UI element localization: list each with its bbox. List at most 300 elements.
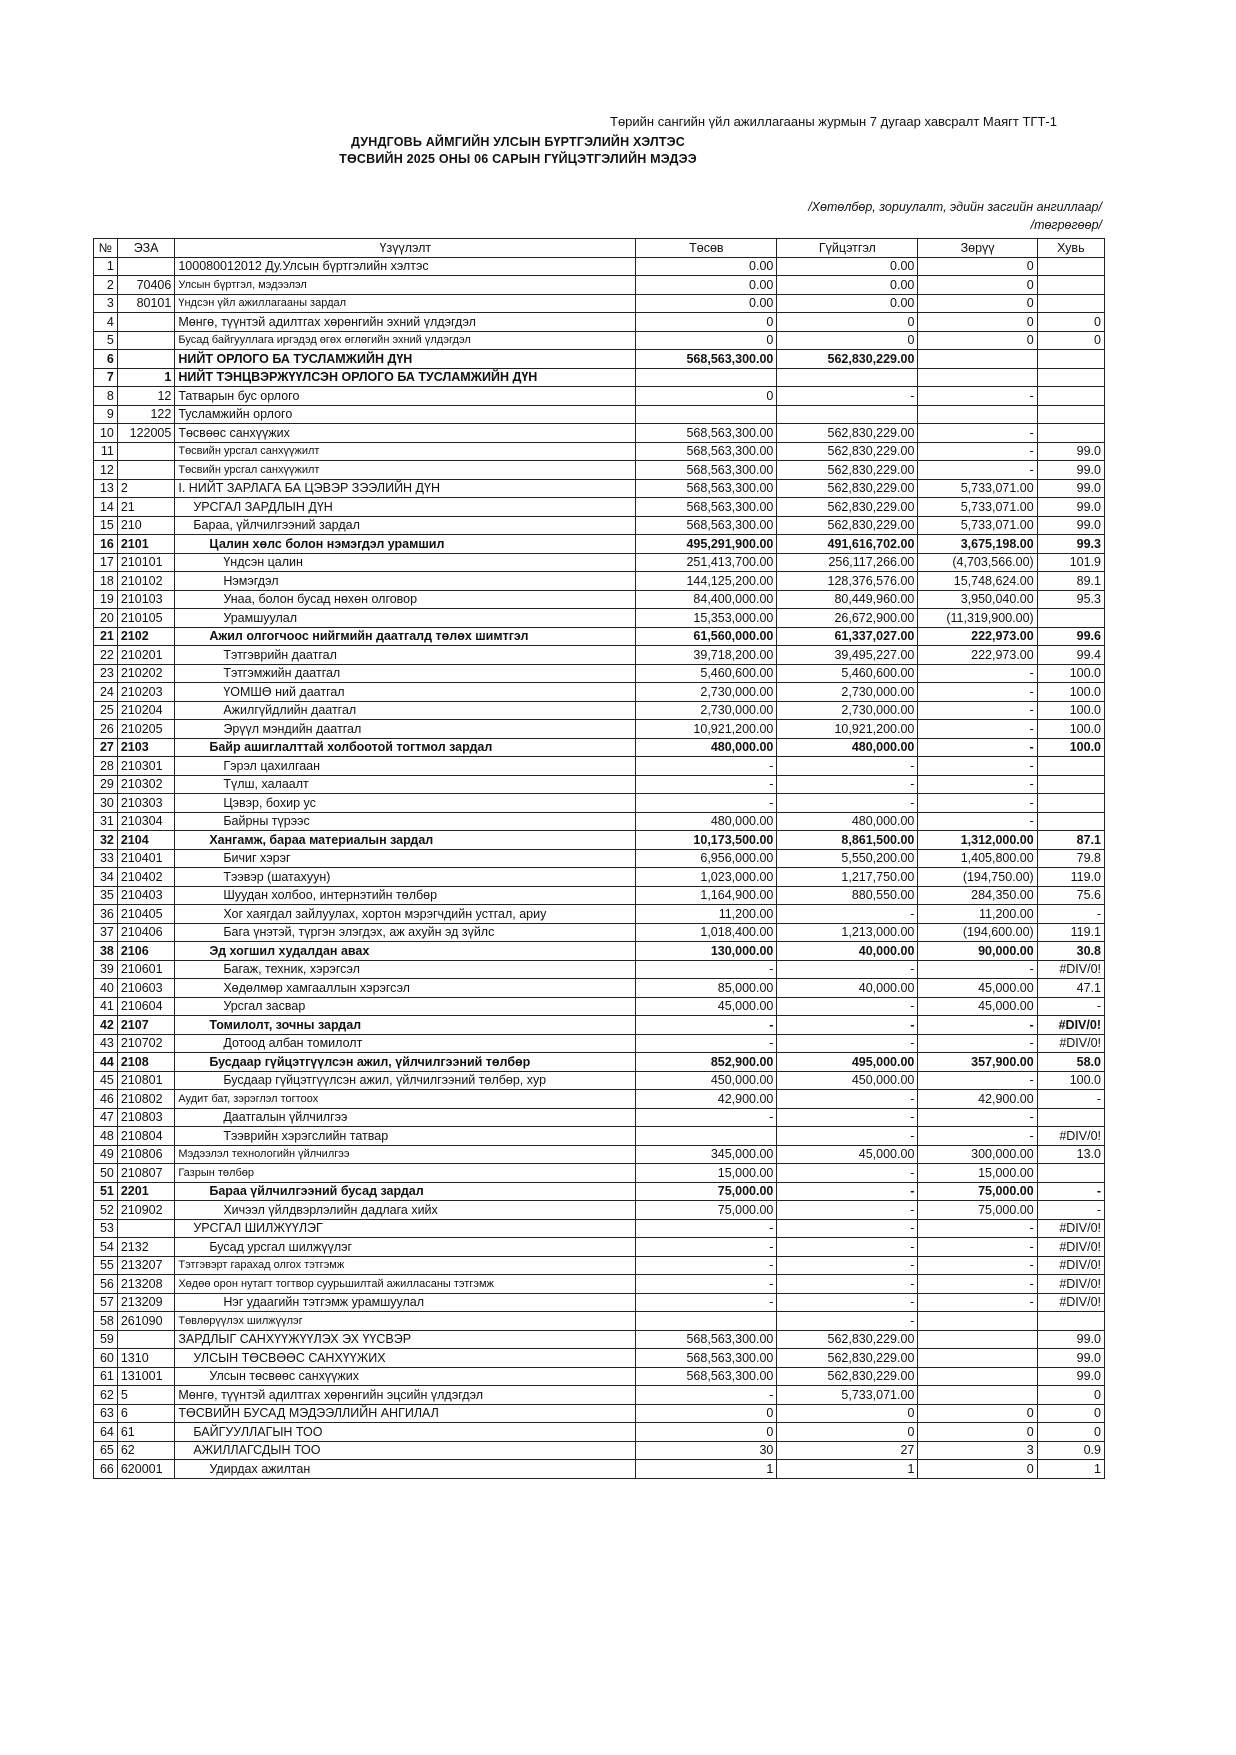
- row-code: 1310: [117, 1349, 174, 1368]
- row-code: 210204: [117, 701, 174, 720]
- row-label: Улсын төсвөөс санхүүжих: [175, 1367, 636, 1386]
- row-actual: 40,000.00: [777, 979, 918, 998]
- row-percent: [1037, 775, 1104, 794]
- table-row: [94, 1460, 1105, 1479]
- row-actual: 39,495,227.00: [777, 646, 918, 665]
- row-label: Урамшуулал: [175, 609, 636, 628]
- row-budget: 0: [636, 1423, 777, 1442]
- row-number: 16: [94, 535, 118, 554]
- row-code: 61: [117, 1423, 174, 1442]
- row-label: Үндсэн үйл ажиллагааны зардал: [175, 294, 636, 313]
- row-budget: -: [636, 960, 777, 979]
- row-label: Бусад байгууллага иргэдэд өгөх өглөгийн эхний үлдэгдэл: [175, 331, 636, 350]
- row-number: 61: [94, 1367, 118, 1386]
- table-row: [94, 442, 1105, 461]
- table-row: [94, 1423, 1105, 1442]
- row-difference: (4,703,566.00): [918, 553, 1037, 572]
- row-number: 34: [94, 868, 118, 887]
- row-budget: -: [636, 1016, 777, 1035]
- row-actual: [777, 405, 918, 424]
- table-row: [94, 794, 1105, 813]
- row-difference: -: [918, 1016, 1037, 1035]
- row-code: 1: [117, 368, 174, 387]
- row-number: 4: [94, 313, 118, 332]
- row-code: 210807: [117, 1164, 174, 1183]
- row-code: 213207: [117, 1256, 174, 1275]
- row-actual: 40,000.00: [777, 942, 918, 961]
- row-percent: [1037, 794, 1104, 813]
- row-actual: -: [777, 1256, 918, 1275]
- row-percent: 99.0: [1037, 1330, 1104, 1349]
- row-number: 5: [94, 331, 118, 350]
- row-label: Хог хаягдал зайлуулах, хортон мэрэгчдийн устгал, ариу: [175, 905, 636, 924]
- table-row: [94, 905, 1105, 924]
- row-actual: 880,550.00: [777, 886, 918, 905]
- table-row: [94, 1312, 1105, 1331]
- table-row: [94, 1367, 1105, 1386]
- row-budget: 0.00: [636, 294, 777, 313]
- row-actual: -: [777, 794, 918, 813]
- row-code: 210806: [117, 1145, 174, 1164]
- row-actual: -: [777, 1219, 918, 1238]
- row-code: 210: [117, 516, 174, 535]
- row-percent: [1037, 812, 1104, 831]
- row-difference: -: [918, 442, 1037, 461]
- row-code: 6: [117, 1404, 174, 1423]
- row-actual: -: [777, 1312, 918, 1331]
- row-actual: 480,000.00: [777, 812, 918, 831]
- row-label: Тэтгэмжийн даатгал: [175, 664, 636, 683]
- row-label: Аудит бат, зэрэглэл тогтоох: [175, 1090, 636, 1109]
- row-actual: 0: [777, 331, 918, 350]
- table-row: [94, 294, 1105, 313]
- row-budget: 30: [636, 1441, 777, 1460]
- row-number: 6: [94, 350, 118, 369]
- row-percent: [1037, 609, 1104, 628]
- budget-performance-table: [93, 238, 1105, 1479]
- row-difference: -: [918, 1293, 1037, 1312]
- row-label: Томилолт, зочны зардал: [175, 1016, 636, 1035]
- row-budget: 568,563,300.00: [636, 1330, 777, 1349]
- row-number: 65: [94, 1441, 118, 1460]
- row-label: Нэмэгдэл: [175, 572, 636, 591]
- row-percent: #DIV/0!: [1037, 1256, 1104, 1275]
- row-actual: 562,830,229.00: [777, 461, 918, 480]
- table-body: [94, 257, 1105, 1478]
- row-code: [117, 1219, 174, 1238]
- row-budget: 61,560,000.00: [636, 627, 777, 646]
- row-budget: -: [636, 1219, 777, 1238]
- row-difference: 45,000.00: [918, 997, 1037, 1016]
- row-code: 210604: [117, 997, 174, 1016]
- row-percent: 119.0: [1037, 868, 1104, 887]
- row-label: Бусдаар гүйцэтгүүлсэн ажил, үйлчилгээний төлбөр: [175, 1053, 636, 1072]
- table-row: [94, 1016, 1105, 1035]
- row-label: Цэвэр, бохир ус: [175, 794, 636, 813]
- row-code: 2132: [117, 1238, 174, 1257]
- row-actual: 80,449,960.00: [777, 590, 918, 609]
- row-code: 210804: [117, 1127, 174, 1146]
- row-budget: 10,921,200.00: [636, 720, 777, 739]
- row-label: Нэг удаагийн тэтгэмж урамшуулал: [175, 1293, 636, 1312]
- row-actual: -: [777, 387, 918, 406]
- row-difference: 15,000.00: [918, 1164, 1037, 1183]
- row-number: 28: [94, 757, 118, 776]
- row-actual: 27: [777, 1441, 918, 1460]
- row-budget: 85,000.00: [636, 979, 777, 998]
- row-difference: -: [918, 812, 1037, 831]
- col-header-budget: Төсөв: [636, 239, 777, 258]
- row-budget: 0.00: [636, 276, 777, 295]
- col-header-indicator: Үзүүлэлт: [175, 239, 636, 258]
- row-number: 59: [94, 1330, 118, 1349]
- row-budget: 568,563,300.00: [636, 461, 777, 480]
- row-budget: 450,000.00: [636, 1071, 777, 1090]
- row-actual: 10,921,200.00: [777, 720, 918, 739]
- row-percent: 99.0: [1037, 461, 1104, 480]
- row-code: [117, 1330, 174, 1349]
- row-code: 122005: [117, 424, 174, 443]
- row-code: [117, 442, 174, 461]
- row-number: 17: [94, 553, 118, 572]
- row-budget: 568,563,300.00: [636, 424, 777, 443]
- row-difference: 0: [918, 294, 1037, 313]
- row-budget: 144,125,200.00: [636, 572, 777, 591]
- row-label: Даатгалын үйлчилгээ: [175, 1108, 636, 1127]
- row-percent: #DIV/0!: [1037, 1275, 1104, 1294]
- row-difference: -: [918, 683, 1037, 702]
- row-code: 213208: [117, 1275, 174, 1294]
- table-row: [94, 553, 1105, 572]
- row-actual: 1: [777, 1460, 918, 1479]
- row-budget: [636, 1127, 777, 1146]
- row-budget: 0: [636, 331, 777, 350]
- row-code: 2108: [117, 1053, 174, 1072]
- table-row: [94, 831, 1105, 850]
- row-budget: 1,164,900.00: [636, 886, 777, 905]
- form-reference: Төрийн сангийн үйл ажиллагааны журмын 7 дугаар хавсралт Маягт ТГТ-1: [610, 114, 1057, 129]
- row-actual: 26,672,900.00: [777, 609, 918, 628]
- table-row: [94, 461, 1105, 480]
- row-difference: 0: [918, 313, 1037, 332]
- row-difference: -: [918, 424, 1037, 443]
- row-code: 2101: [117, 535, 174, 554]
- row-budget: 75,000.00: [636, 1182, 777, 1201]
- row-difference: (11,319,900.00): [918, 609, 1037, 628]
- row-percent: 99.0: [1037, 1367, 1104, 1386]
- row-number: 58: [94, 1312, 118, 1331]
- row-code: 210403: [117, 886, 174, 905]
- row-percent: 119.1: [1037, 923, 1104, 942]
- row-code: 210105: [117, 609, 174, 628]
- row-actual: -: [777, 1108, 918, 1127]
- row-difference: 5,733,071.00: [918, 498, 1037, 517]
- table-row: [94, 572, 1105, 591]
- row-percent: 100.0: [1037, 738, 1104, 757]
- table-row: [94, 350, 1105, 369]
- row-percent: 100.0: [1037, 720, 1104, 739]
- row-budget: 480,000.00: [636, 812, 777, 831]
- row-percent: -: [1037, 905, 1104, 924]
- row-code: 210601: [117, 960, 174, 979]
- row-actual: -: [777, 1090, 918, 1109]
- row-budget: 0.00: [636, 257, 777, 276]
- table-row: [94, 1034, 1105, 1053]
- row-percent: #DIV/0!: [1037, 1127, 1104, 1146]
- classification-note: /Хөтөлбөр, зориулалт, эдийн засгийн ангиллаар/: [808, 200, 1102, 214]
- row-code: 210801: [117, 1071, 174, 1090]
- row-budget: 2,730,000.00: [636, 701, 777, 720]
- row-budget: 495,291,900.00: [636, 535, 777, 554]
- row-percent: 87.1: [1037, 831, 1104, 850]
- row-difference: (194,600.00): [918, 923, 1037, 942]
- table-row: [94, 1349, 1105, 1368]
- row-code: 210202: [117, 664, 174, 683]
- row-actual: -: [777, 905, 918, 924]
- table-row: [94, 1108, 1105, 1127]
- row-budget: 568,563,300.00: [636, 442, 777, 461]
- row-difference: 222,973.00: [918, 646, 1037, 665]
- row-difference: 284,350.00: [918, 886, 1037, 905]
- row-label: Байрны түрээс: [175, 812, 636, 831]
- row-percent: [1037, 257, 1104, 276]
- row-budget: -: [636, 1256, 777, 1275]
- row-difference: -: [918, 1219, 1037, 1238]
- row-actual: 0: [777, 313, 918, 332]
- row-number: 51: [94, 1182, 118, 1201]
- row-percent: -: [1037, 1090, 1104, 1109]
- row-label: Унаа, болон бусад нөхөн олговор: [175, 590, 636, 609]
- table-row: [94, 1330, 1105, 1349]
- row-number: 29: [94, 775, 118, 794]
- row-number: 8: [94, 387, 118, 406]
- row-label: Ажилгүйдлийн даатгал: [175, 701, 636, 720]
- row-number: 50: [94, 1164, 118, 1183]
- table-header-row: [94, 239, 1105, 258]
- row-number: 12: [94, 461, 118, 480]
- table-row: [94, 516, 1105, 535]
- row-percent: 101.9: [1037, 553, 1104, 572]
- row-difference: 3: [918, 1441, 1037, 1460]
- row-percent: -: [1037, 1201, 1104, 1220]
- row-percent: -: [1037, 997, 1104, 1016]
- row-code: 210304: [117, 812, 174, 831]
- row-difference: -: [918, 720, 1037, 739]
- row-percent: #DIV/0!: [1037, 1016, 1104, 1035]
- row-label: Бусад урсгал шилжүүлэг: [175, 1238, 636, 1257]
- row-label: Тусламжийн орлого: [175, 405, 636, 424]
- row-label: АЖИЛЛАГСДЫН ТОО: [175, 1441, 636, 1460]
- row-difference: 42,900.00: [918, 1090, 1037, 1109]
- row-budget: 75,000.00: [636, 1201, 777, 1220]
- row-difference: 45,000.00: [918, 979, 1037, 998]
- row-budget: 0: [636, 1404, 777, 1423]
- table-row: [94, 1404, 1105, 1423]
- row-difference: [918, 1330, 1037, 1349]
- row-label: УЛСЫН ТӨСВӨӨС САНХҮҮЖИХ: [175, 1349, 636, 1368]
- row-code: 62: [117, 1441, 174, 1460]
- row-code: 2104: [117, 831, 174, 850]
- row-code: 261090: [117, 1312, 174, 1331]
- row-label: ТӨСВИЙН БУСАД МЭДЭЭЛЛИЙН АНГИЛАЛ: [175, 1404, 636, 1423]
- row-percent: [1037, 1164, 1104, 1183]
- row-label: Тэтгэвэрт гарахад олгох тэтгэмж: [175, 1256, 636, 1275]
- row-budget: [636, 368, 777, 387]
- document-title-line2: ТӨСВИЙН 2025 ОНЫ 06 САРЫН ГҮЙЦЭТГЭЛИЙН МЭДЭЭ: [339, 152, 697, 166]
- row-percent: 0: [1037, 331, 1104, 350]
- row-actual: -: [777, 1034, 918, 1053]
- row-difference: 0: [918, 1404, 1037, 1423]
- row-label: Шуудан холбоо, интернэтийн төлбөр: [175, 886, 636, 905]
- row-label: Удирдах ажилтан: [175, 1460, 636, 1479]
- row-code: 131001: [117, 1367, 174, 1386]
- row-difference: [918, 1312, 1037, 1331]
- row-label: УРСГАЛ ЗАРДЛЫН ДҮН: [175, 498, 636, 517]
- row-actual: 2,730,000.00: [777, 701, 918, 720]
- row-code: 80101: [117, 294, 174, 313]
- row-budget: 568,563,300.00: [636, 350, 777, 369]
- row-budget: 15,000.00: [636, 1164, 777, 1183]
- row-difference: 300,000.00: [918, 1145, 1037, 1164]
- row-actual: 562,830,229.00: [777, 442, 918, 461]
- table-row: [94, 535, 1105, 554]
- row-code: 210802: [117, 1090, 174, 1109]
- table-row: [94, 664, 1105, 683]
- row-code: 2: [117, 479, 174, 498]
- row-actual: 0.00: [777, 276, 918, 295]
- row-actual: -: [777, 997, 918, 1016]
- row-number: 33: [94, 849, 118, 868]
- col-header-difference: Зөрүү: [918, 239, 1037, 258]
- row-code: [117, 461, 174, 480]
- row-actual: 1,213,000.00: [777, 923, 918, 942]
- table-row: [94, 738, 1105, 757]
- row-number: 40: [94, 979, 118, 998]
- row-budget: 11,200.00: [636, 905, 777, 924]
- table-row: [94, 886, 1105, 905]
- row-percent: 0.9: [1037, 1441, 1104, 1460]
- row-budget: 0: [636, 313, 777, 332]
- row-code: 210203: [117, 683, 174, 702]
- table-row: [94, 1182, 1105, 1201]
- table-row: [94, 720, 1105, 739]
- row-difference: -: [918, 461, 1037, 480]
- row-difference: 0: [918, 1423, 1037, 1442]
- row-difference: [918, 1367, 1037, 1386]
- row-code: 5: [117, 1386, 174, 1405]
- row-number: 38: [94, 942, 118, 961]
- row-budget: 568,563,300.00: [636, 1349, 777, 1368]
- row-difference: [918, 1386, 1037, 1405]
- row-number: 9: [94, 405, 118, 424]
- row-difference: 75,000.00: [918, 1201, 1037, 1220]
- row-actual: 562,830,229.00: [777, 479, 918, 498]
- row-code: 2107: [117, 1016, 174, 1035]
- row-budget: 568,563,300.00: [636, 1367, 777, 1386]
- row-code: 213209: [117, 1293, 174, 1312]
- row-code: 210302: [117, 775, 174, 794]
- row-percent: 0: [1037, 1386, 1104, 1405]
- row-percent: 100.0: [1037, 1071, 1104, 1090]
- row-number: 62: [94, 1386, 118, 1405]
- table-row: [94, 1238, 1105, 1257]
- row-number: 31: [94, 812, 118, 831]
- table-row: [94, 1441, 1105, 1460]
- row-label: Бага үнэтэй, түргэн элэгдэх, аж ахуйн эд зүйлс: [175, 923, 636, 942]
- table-row: [94, 1275, 1105, 1294]
- row-number: 22: [94, 646, 118, 665]
- row-percent: 58.0: [1037, 1053, 1104, 1072]
- row-actual: 5,733,071.00: [777, 1386, 918, 1405]
- row-label: Газрын төлбөр: [175, 1164, 636, 1183]
- row-code: 122: [117, 405, 174, 424]
- row-budget: 1: [636, 1460, 777, 1479]
- row-difference: -: [918, 701, 1037, 720]
- row-number: 63: [94, 1404, 118, 1423]
- row-label: Татварын бус орлого: [175, 387, 636, 406]
- row-number: 41: [94, 997, 118, 1016]
- row-actual: 450,000.00: [777, 1071, 918, 1090]
- row-percent: 79.8: [1037, 849, 1104, 868]
- row-actual: -: [777, 1164, 918, 1183]
- row-number: 10: [94, 424, 118, 443]
- row-percent: 99.0: [1037, 1349, 1104, 1368]
- row-difference: -: [918, 664, 1037, 683]
- row-actual: 562,830,229.00: [777, 516, 918, 535]
- row-number: 32: [94, 831, 118, 850]
- row-number: 46: [94, 1090, 118, 1109]
- row-budget: 6,956,000.00: [636, 849, 777, 868]
- row-label: БАЙГУУЛЛАГЫН ТОО: [175, 1423, 636, 1442]
- row-budget: -: [636, 1034, 777, 1053]
- row-code: 210702: [117, 1034, 174, 1053]
- row-label: 100080012012 Ду.Улсын бүртгэлийн хэлтэс: [175, 257, 636, 276]
- row-actual: 128,376,576.00: [777, 572, 918, 591]
- row-difference: 0: [918, 331, 1037, 350]
- row-difference: -: [918, 1071, 1037, 1090]
- table-row: [94, 627, 1105, 646]
- row-percent: [1037, 757, 1104, 776]
- row-budget: -: [636, 794, 777, 813]
- row-number: 44: [94, 1053, 118, 1072]
- row-code: 210201: [117, 646, 174, 665]
- row-number: 45: [94, 1071, 118, 1090]
- col-header-code: ЭЗА: [117, 239, 174, 258]
- row-budget: 1,018,400.00: [636, 923, 777, 942]
- row-actual: -: [777, 1238, 918, 1257]
- row-label: Бараа үйлчилгээний бусад зардал: [175, 1182, 636, 1201]
- table-row: [94, 1201, 1105, 1220]
- row-number: 26: [94, 720, 118, 739]
- row-budget: 15,353,000.00: [636, 609, 777, 628]
- row-budget: 568,563,300.00: [636, 516, 777, 535]
- table-row: [94, 1164, 1105, 1183]
- row-label: Мөнгө, түүнтэй адилтгах хөрөнгийн эцсийн үлдэгдэл: [175, 1386, 636, 1405]
- row-actual: -: [777, 1293, 918, 1312]
- row-budget: 1,023,000.00: [636, 868, 777, 887]
- row-number: 18: [94, 572, 118, 591]
- row-difference: 3,950,040.00: [918, 590, 1037, 609]
- row-label: Гэрэл цахилгаан: [175, 757, 636, 776]
- table-row: [94, 942, 1105, 961]
- row-percent: [1037, 368, 1104, 387]
- row-actual: 562,830,229.00: [777, 424, 918, 443]
- row-number: 2: [94, 276, 118, 295]
- row-code: 210902: [117, 1201, 174, 1220]
- row-number: 42: [94, 1016, 118, 1035]
- row-percent: [1037, 294, 1104, 313]
- row-number: 36: [94, 905, 118, 924]
